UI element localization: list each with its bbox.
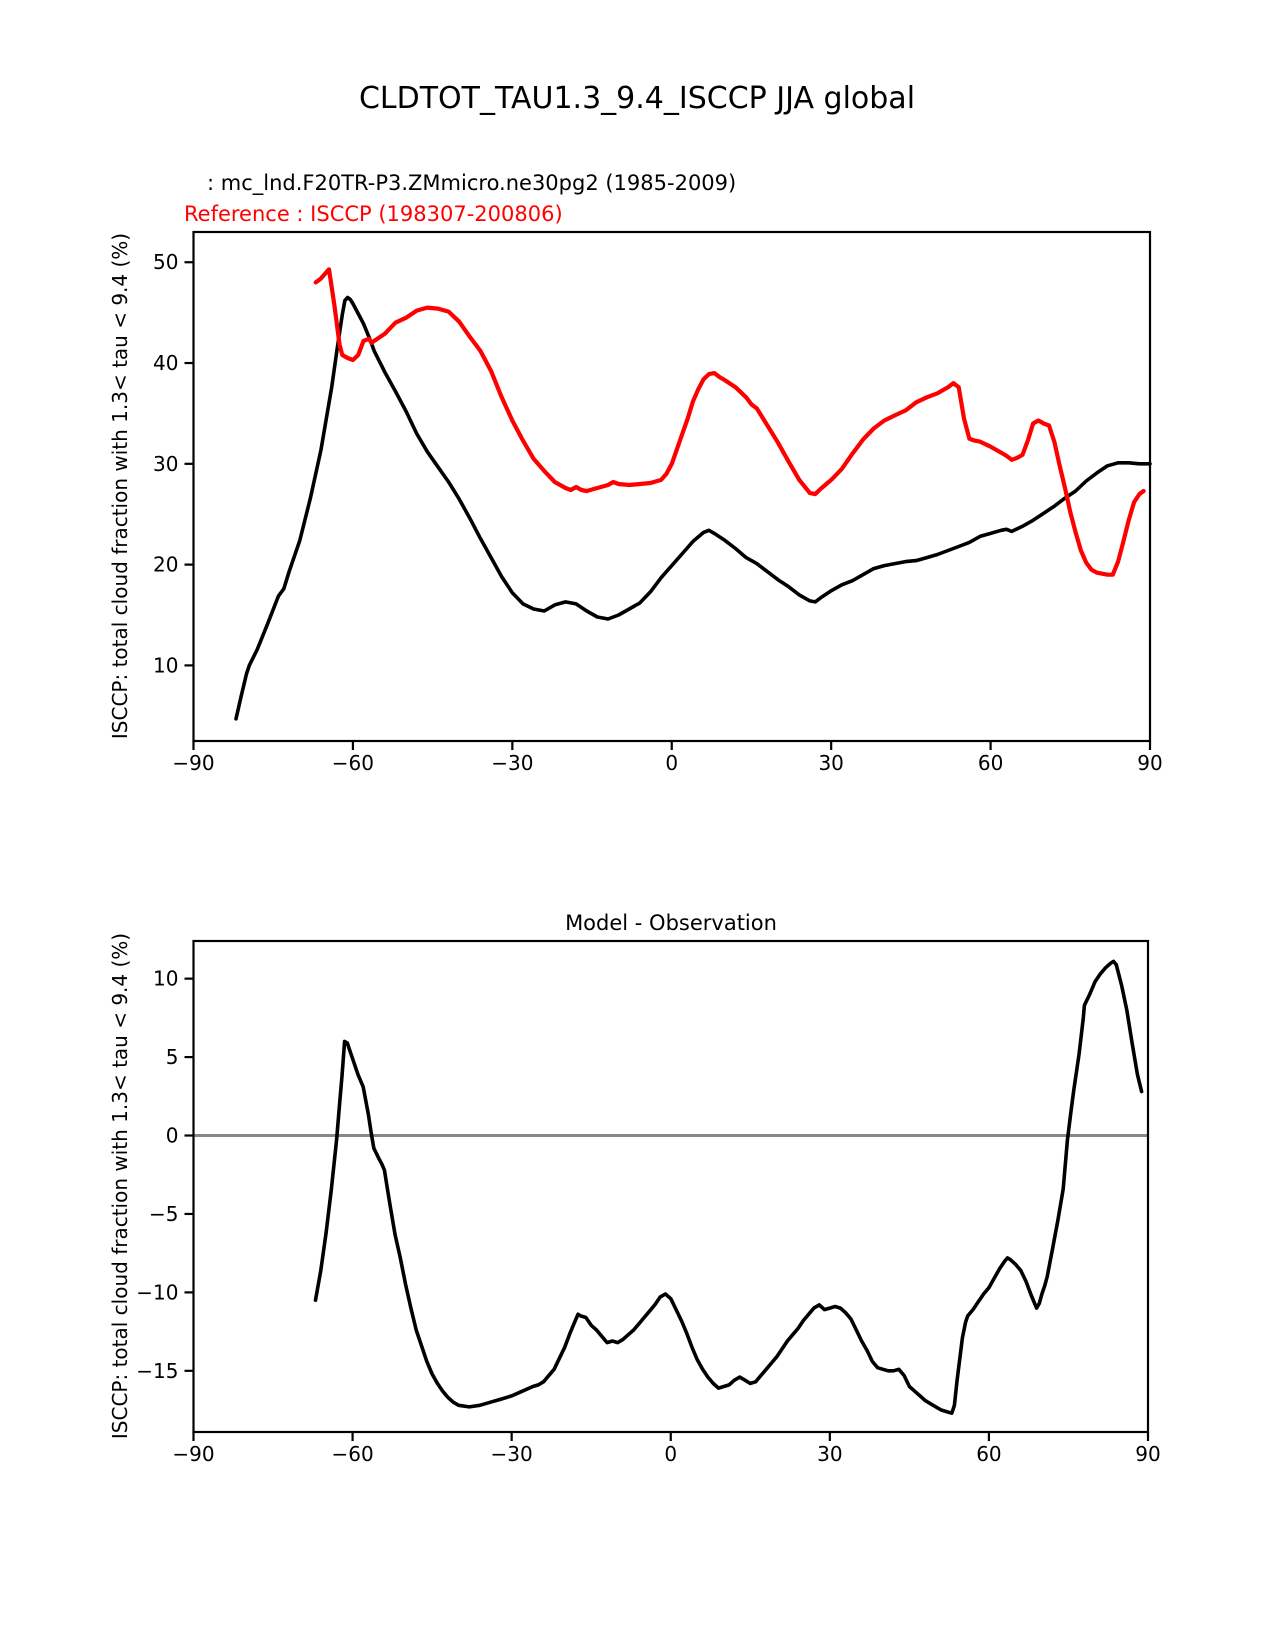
- x-tick-label: 30: [817, 1442, 843, 1466]
- x-tick-label: −30: [491, 751, 534, 775]
- x-tick-label: 30: [818, 751, 844, 775]
- y-tick-label: −15: [136, 1358, 179, 1383]
- x-tick-label: −90: [172, 751, 215, 775]
- x-tick-label: −60: [331, 1442, 374, 1466]
- y-tick-label: 10: [153, 653, 179, 678]
- axes-box: [194, 232, 1151, 741]
- model-line: [236, 298, 1150, 719]
- y-tick-label: 30: [153, 451, 179, 476]
- x-tick-label: −60: [331, 751, 375, 775]
- y-tick-label: 10: [153, 966, 179, 991]
- y-tick-label: 5: [165, 1045, 179, 1070]
- x-tick-label: 60: [977, 751, 1004, 775]
- x-tick-label: −30: [490, 1442, 533, 1466]
- bottom-chart-panel: [136, 941, 1160, 1466]
- x-tick-label: −90: [172, 1442, 215, 1466]
- x-tick-label: 90: [1135, 1442, 1161, 1466]
- x-tick-label: 0: [664, 1442, 678, 1466]
- y-tick-label: 0: [165, 1123, 179, 1148]
- x-tick-label: 0: [665, 751, 679, 775]
- top-chart-panel: [153, 232, 1163, 775]
- model-run-label: : mc_lnd.F20TR-P3.ZMmicro.ne30pg2 (1985-2009): [207, 171, 737, 195]
- top-ylabel: ISCCP: total cloud fraction with 1.3< tau < 9.4 (%): [108, 232, 132, 740]
- diff-line: [316, 961, 1142, 1413]
- x-tick-label: 60: [976, 1442, 1002, 1466]
- reference-label: Reference : ISCCP (198307-200806): [184, 202, 563, 226]
- y-tick-label: −10: [136, 1280, 179, 1305]
- y-tick-label: 50: [153, 250, 179, 275]
- y-tick-label: 40: [153, 351, 179, 376]
- bottom-ylabel: ISCCP: total cloud fraction with 1.3< tau < 9.4 (%): [108, 932, 132, 1440]
- figure-title: CLDTOT_TAU1.3_9.4_ISCCP JJA global: [358, 81, 916, 116]
- axes-box: [194, 941, 1149, 1432]
- x-tick-label: 90: [1137, 751, 1163, 775]
- y-tick-label: −5: [149, 1201, 179, 1226]
- y-tick-label: 20: [153, 552, 179, 577]
- bottom-panel-title: Model - Observation: [565, 911, 777, 935]
